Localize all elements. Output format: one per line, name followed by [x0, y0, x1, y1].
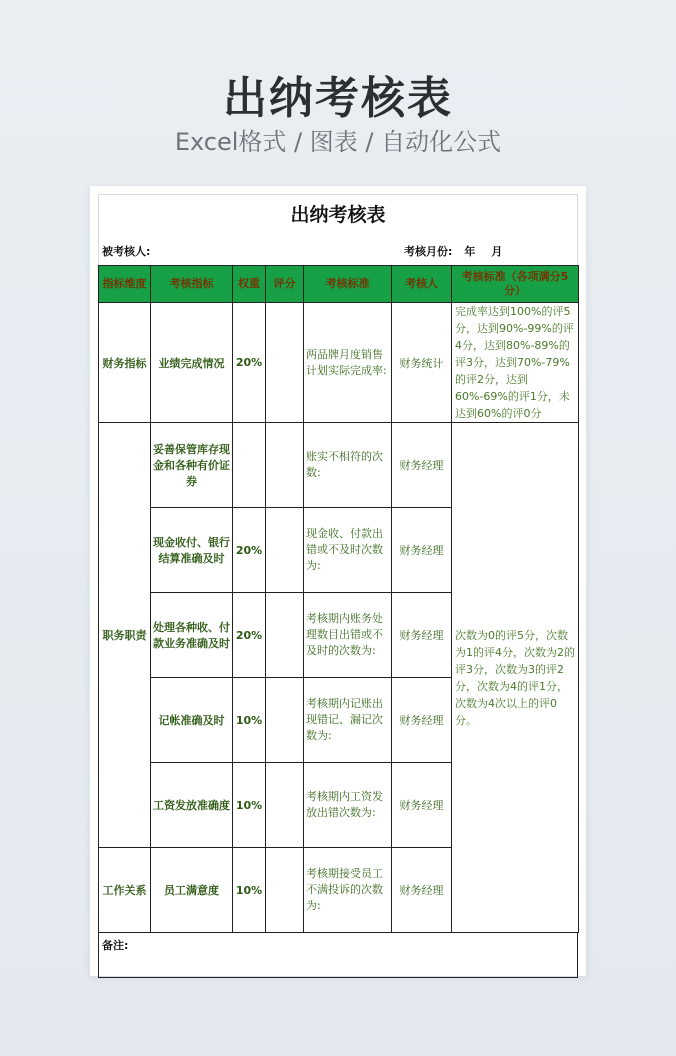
- indicator-cell: 妥善保管库存现金和各种有价证券: [151, 423, 233, 508]
- criteria-cell: 次数为0的评5分，次数为1的评4分，次数为2的评3分，次数为3的评2分，次数为4的评1分，次数为4次以上的评0分。: [452, 423, 579, 933]
- weight-cell: 20%: [233, 593, 266, 678]
- standard-cell: 考核期内工资发放出错次数为:: [304, 763, 392, 848]
- assessment-document: [98, 194, 578, 978]
- assessment-table: [98, 265, 579, 933]
- standard-cell: 考核期内账务处理数目出错或不及时的次数为:: [304, 593, 392, 678]
- group-cell: 职务职责: [99, 423, 151, 848]
- standard-cell: 考核期内记账出现错记、漏记次数为:: [304, 678, 392, 763]
- header-cell: 考核人: [392, 266, 452, 303]
- score-cell[interactable]: [266, 848, 304, 933]
- header-row: [99, 266, 579, 303]
- score-cell[interactable]: [266, 423, 304, 508]
- score-cell[interactable]: [266, 303, 304, 423]
- group-cell: 财务指标: [99, 303, 151, 423]
- indicator-cell: 现金收付、银行结算准确及时: [151, 508, 233, 593]
- assessor-cell: 财务经理: [392, 593, 452, 678]
- header-cell: 权重: [233, 266, 266, 303]
- hero-subtitle: Excel格式 / 图表 / 自动化公式: [174, 128, 502, 156]
- indicator-cell: 员工满意度: [151, 848, 233, 933]
- assessor-cell: 财务经理: [392, 848, 452, 933]
- weight-cell: 10%: [233, 678, 266, 763]
- indicator-cell: 业绩完成情况: [151, 303, 233, 423]
- indicator-cell: 记帐准确及时: [151, 678, 233, 763]
- assessor-cell: 财务经理: [392, 678, 452, 763]
- remark-row: [98, 933, 578, 978]
- weight-cell: 20%: [233, 508, 266, 593]
- standard-cell: 两品牌月度销售计划实际完成率:: [304, 303, 392, 423]
- score-cell[interactable]: [266, 593, 304, 678]
- header-cell: 考核标准: [304, 266, 392, 303]
- hero-title: 出纳考核表: [223, 73, 453, 124]
- month-unit: 月: [491, 245, 503, 258]
- score-cell[interactable]: [266, 508, 304, 593]
- header-cell: 考核标准（各项满分5分）: [452, 266, 579, 303]
- indicator-cell: 工资发放准确度: [151, 763, 233, 848]
- assessor-cell: 财务统计: [392, 303, 452, 423]
- header-cell: 考核指标: [151, 266, 233, 303]
- table-row: [99, 423, 579, 508]
- assessor-cell: 财务经理: [392, 763, 452, 848]
- assessor-cell: 财务经理: [392, 423, 452, 508]
- standard-cell: 考核期接受员工不满投诉的次数为:: [304, 848, 392, 933]
- criteria-cell: 完成率达到100%的评5分，达到90%-99%的评4分，达到80%-89%的评3分，达到70%-79%的评2分，达到60%-69%的评1分，未达到60%的评0分: [452, 303, 579, 423]
- year-label: 年: [464, 245, 476, 258]
- month-label: 考核月份:: [404, 245, 453, 258]
- weight-cell: 10%: [233, 848, 266, 933]
- group-cell: 工作关系: [99, 848, 151, 933]
- sheet-preview: [90, 186, 586, 976]
- document-title: 出纳考核表: [98, 194, 578, 235]
- weight-cell: [233, 423, 266, 508]
- header-cell: 指标维度: [99, 266, 151, 303]
- examinee-label: 被考核人:: [102, 245, 151, 258]
- score-cell[interactable]: [266, 763, 304, 848]
- assessor-cell: 财务经理: [392, 508, 452, 593]
- standard-cell: 账实不相符的次数:: [304, 423, 392, 508]
- score-cell[interactable]: [266, 678, 304, 763]
- indicator-cell: 处理各种收、付款业务准确及时: [151, 593, 233, 678]
- month-field: [404, 243, 502, 259]
- remark-label: 备注:: [102, 939, 129, 952]
- info-row: [98, 235, 578, 265]
- weight-cell: 10%: [233, 763, 266, 848]
- table-row: [99, 303, 579, 423]
- standard-cell: 现金收、付款出错或不及时次数为:: [304, 508, 392, 593]
- header-cell: 评分: [266, 266, 304, 303]
- weight-cell: 20%: [233, 303, 266, 423]
